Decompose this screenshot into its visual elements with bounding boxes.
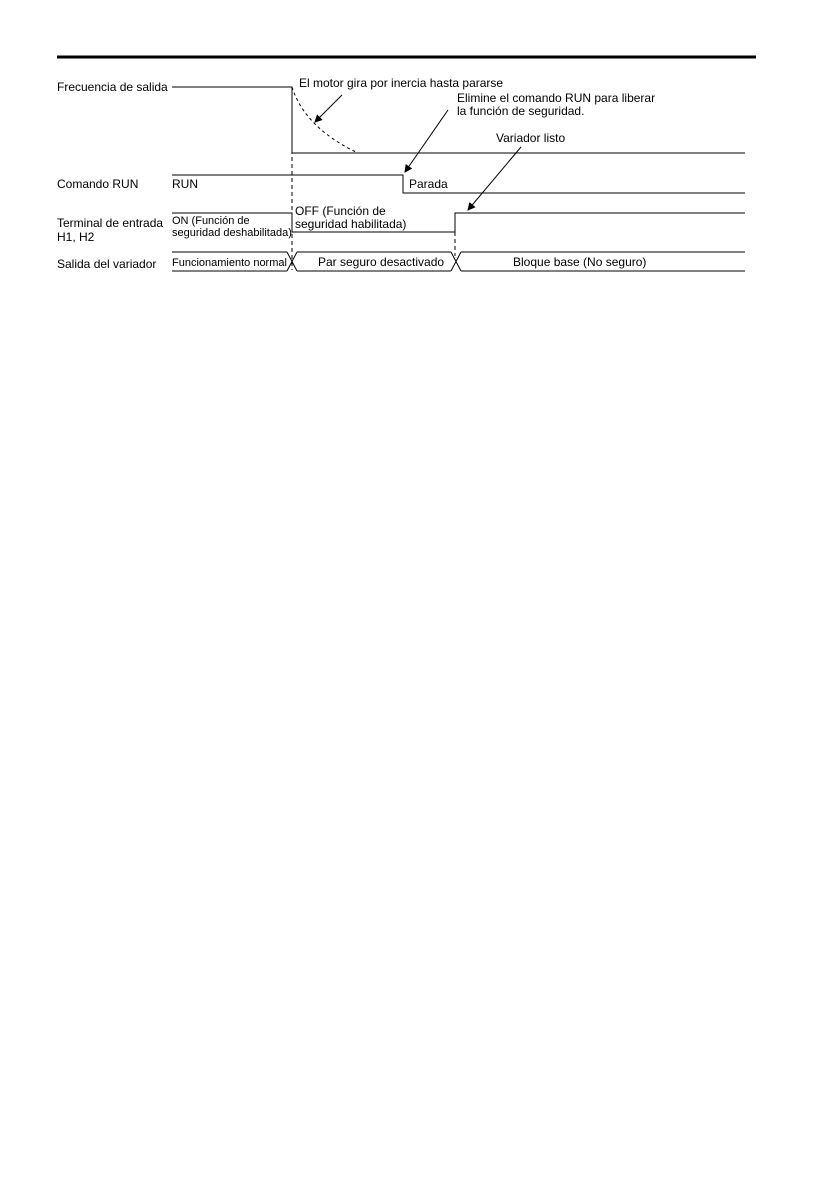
run-command-waveform: [172, 175, 745, 193]
remove-run-annotation: Elimine el comando RUN para liberar: [457, 91, 656, 105]
on-state-label: ON (Función de: [172, 215, 250, 227]
drive-ready-annotation: Variador listo: [496, 131, 566, 145]
remove-run-arrow: [405, 110, 448, 172]
off-state-label: OFF (Función de: [295, 204, 386, 218]
baseblock-label: Bloque base (No seguro): [513, 255, 647, 269]
terminal-signal-label-2: H1, H2: [57, 230, 95, 244]
normal-operation-label: Funcionamiento normal: [172, 257, 287, 269]
remove-run-annotation-2: la función de seguridad.: [457, 104, 585, 118]
run-signal-label: Comando RUN: [57, 177, 139, 191]
coast-annotation: El motor gira por inercia hasta pararse: [299, 76, 504, 90]
output-signal-label: Salida del variador: [57, 257, 157, 271]
coast-curve: [292, 87, 358, 153]
terminal-signal-label: Terminal de entrada: [57, 216, 164, 230]
off-state-label-2: seguridad habilitada): [295, 217, 407, 231]
run-state-label: RUN: [172, 177, 198, 191]
freq-signal-label: Frecuencia de salida: [57, 80, 168, 94]
on-state-label-2: seguridad deshabilitada): [172, 227, 292, 239]
coast-arrow: [315, 95, 342, 122]
safe-torque-off-label: Par seguro desactivado: [318, 255, 445, 269]
drive-ready-arrow: [468, 147, 521, 210]
stop-state-label: Parada: [409, 177, 448, 191]
